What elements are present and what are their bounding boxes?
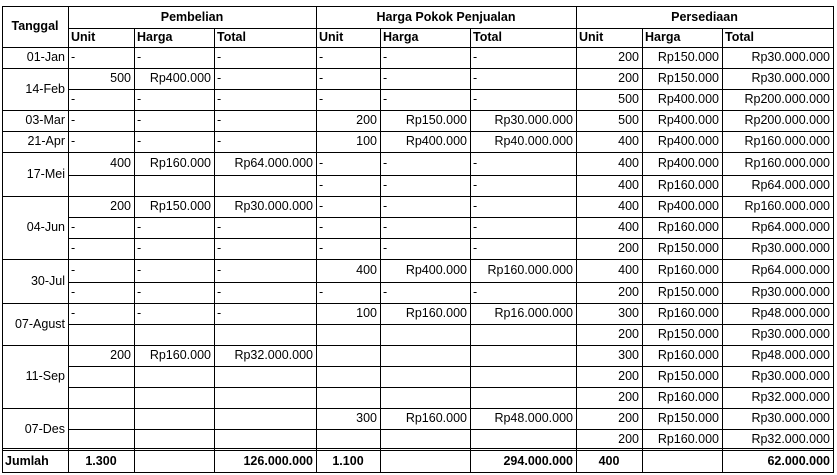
cell-pembelian-total: -: [217, 263, 222, 278]
cell-pembelian-total: Rp32.000.000: [234, 348, 313, 363]
cell-pembelian-total: [214, 175, 316, 196]
cell-pembelian-total: -: [217, 50, 222, 65]
cell-pembelian-total: [214, 366, 316, 387]
cell-persediaan-total: Rp30.000.000: [751, 50, 830, 65]
total-persediaan-harga: [642, 450, 722, 472]
cell-pembelian-harga: Rp150.000: [149, 199, 211, 214]
cell-persediaan-total: Rp48.000.000: [751, 306, 830, 321]
grid-line: [68, 238, 834, 239]
cell-hpp-unit: -: [319, 285, 324, 300]
cell-hpp-total: Rp40.000.000: [494, 134, 573, 149]
cell-persediaan-total: Rp30.000.000: [751, 327, 830, 342]
cell-hpp-unit: -: [319, 199, 324, 214]
cell-persediaan-unit: 400: [618, 263, 639, 278]
cell-persediaan-harga: Rp150.000: [657, 369, 719, 384]
cell-pembelian-harga: -: [137, 263, 142, 278]
cell-persediaan-unit: 200: [618, 71, 639, 86]
cell-pembelian-unit: -: [71, 92, 76, 107]
cell-hpp-unit: -: [319, 71, 324, 86]
cell-pembelian-total: -: [217, 71, 222, 86]
cell-persediaan-harga: Rp160.000: [657, 390, 719, 405]
date-label: 11-Sep: [25, 369, 65, 384]
cell-pembelian-harga: -: [137, 113, 142, 128]
cell-pembelian-harga: [134, 366, 214, 387]
cell-pembelian-total: -: [217, 241, 222, 256]
cell-hpp-harga: Rp150.000: [405, 113, 467, 128]
cell-hpp-harga: -: [383, 156, 388, 171]
header-total: Total: [217, 30, 246, 45]
cell-hpp-unit: [316, 429, 380, 450]
cell-persediaan-unit: 400: [618, 178, 639, 193]
cell-hpp-total: Rp160.000.000: [487, 263, 573, 278]
cell-hpp-unit: -: [319, 92, 324, 107]
grid-line: [2, 448, 834, 449]
cell-pembelian-harga: -: [137, 134, 142, 149]
cell-persediaan-harga: Rp160.000: [657, 178, 719, 193]
cell-pembelian-total: Rp30.000.000: [234, 199, 313, 214]
grid-line: [2, 450, 834, 451]
cell-persediaan-harga: Rp150.000: [657, 71, 719, 86]
cell-hpp-unit: -: [319, 50, 324, 65]
cell-persediaan-harga: Rp150.000: [657, 411, 719, 426]
cell-hpp-harga: -: [383, 241, 388, 256]
grid-line: [68, 175, 834, 176]
header-harga: Harga: [137, 30, 173, 45]
grid-line: [2, 110, 834, 111]
cell-pembelian-harga: -: [137, 220, 142, 235]
cell-persediaan-harga: Rp150.000: [657, 327, 719, 342]
cell-hpp-unit: 200: [356, 113, 377, 128]
cell-persediaan-unit: 200: [618, 327, 639, 342]
grid-line: [68, 217, 834, 218]
cell-hpp-unit: -: [319, 241, 324, 256]
date-label: 30-Jul: [30, 273, 65, 288]
cell-hpp-total: Rp48.000.000: [494, 411, 573, 426]
cell-pembelian-unit: -: [71, 285, 76, 300]
cell-pembelian-unit: [68, 429, 134, 450]
cell-pembelian-unit: -: [71, 241, 76, 256]
cell-persediaan-total: Rp160.000.000: [744, 199, 830, 214]
cell-hpp-unit: 100: [356, 306, 377, 321]
cell-hpp-harga: Rp160.000: [405, 411, 467, 426]
total-pembelian-total: 126.000.000: [243, 453, 313, 468]
cell-pembelian-harga: Rp160.000: [149, 348, 211, 363]
cell-pembelian-harga: Rp160.000: [149, 156, 211, 171]
grid-line: [722, 28, 723, 473]
cell-pembelian-total: -: [217, 220, 222, 235]
grid-line: [380, 28, 381, 473]
cell-pembelian-unit: -: [71, 134, 76, 149]
grid-line: [2, 6, 3, 473]
cell-hpp-harga: -: [383, 50, 388, 65]
cell-pembelian-harga: [134, 387, 214, 408]
cell-hpp-total: -: [473, 199, 478, 214]
cell-pembelian-harga: -: [137, 285, 142, 300]
cell-pembelian-unit: [68, 324, 134, 345]
cell-hpp-total: -: [473, 156, 478, 171]
cell-hpp-total: Rp30.000.000: [494, 113, 573, 128]
date-label: 07-Agust: [14, 316, 65, 331]
cell-hpp-unit: [316, 387, 380, 408]
cell-persediaan-unit: 200: [618, 432, 639, 447]
cell-persediaan-harga: Rp150.000: [657, 241, 719, 256]
cell-hpp-harga: [380, 324, 470, 345]
cell-hpp-harga: [380, 345, 470, 366]
grid-line: [576, 6, 577, 473]
header-unit: Unit: [319, 30, 344, 45]
cell-persediaan-unit: 200: [618, 390, 639, 405]
cell-hpp-harga: -: [383, 199, 388, 214]
cell-persediaan-total: Rp32.000.000: [751, 390, 830, 405]
cell-hpp-total: Rp16.000.000: [494, 306, 573, 321]
cell-pembelian-harga: -: [137, 50, 142, 65]
cell-hpp-harga: Rp160.000: [405, 306, 467, 321]
cell-hpp-unit: 400: [356, 263, 377, 278]
header-hpp: Harga Pokok Penjualan: [376, 9, 516, 24]
cell-pembelian-harga: [134, 324, 214, 345]
cell-pembelian-unit: [68, 175, 134, 196]
header-tanggal: Tanggal: [11, 19, 59, 34]
cell-hpp-harga: -: [383, 92, 388, 107]
cell-pembelian-unit: -: [71, 263, 76, 278]
header-harga: Harga: [383, 30, 419, 45]
cell-hpp-unit: 100: [356, 134, 377, 149]
grid-line: [2, 196, 834, 197]
cell-pembelian-unit: [68, 408, 134, 429]
cell-hpp-unit: [316, 366, 380, 387]
cell-persediaan-harga: Rp150.000: [657, 285, 719, 300]
cell-hpp-harga: [380, 429, 470, 450]
cell-persediaan-harga: Rp400.000: [657, 199, 719, 214]
grid-line: [2, 131, 834, 132]
cell-pembelian-unit: 200: [110, 199, 131, 214]
total-pembelian-unit: 1.300: [85, 453, 117, 468]
cell-persediaan-harga: Rp160.000: [657, 220, 719, 235]
cell-persediaan-total: Rp30.000.000: [751, 241, 830, 256]
cell-hpp-total: -: [473, 220, 478, 235]
cell-pembelian-total: -: [217, 92, 222, 107]
grid-line: [68, 89, 834, 90]
cell-pembelian-total: -: [217, 134, 222, 149]
cell-pembelian-total: [214, 408, 316, 429]
grid-line: [2, 345, 834, 346]
cell-persediaan-total: Rp30.000.000: [751, 411, 830, 426]
date-label: 04-Jun: [26, 220, 65, 235]
date-label: 03-Mar: [25, 113, 65, 128]
cell-persediaan-harga: Rp400.000: [657, 156, 719, 171]
cell-pembelian-unit: 400: [110, 156, 131, 171]
cell-hpp-unit: [316, 345, 380, 366]
grid-line: [2, 303, 834, 304]
cell-hpp-total: [470, 324, 576, 345]
cell-pembelian-total: [214, 387, 316, 408]
grid-line: [134, 28, 135, 473]
cell-hpp-total: [470, 345, 576, 366]
grid-line: [68, 282, 834, 283]
header-pembelian: Pembelian: [160, 9, 224, 24]
cell-hpp-unit: -: [319, 220, 324, 235]
cell-persediaan-unit: 500: [618, 113, 639, 128]
grid-line: [2, 6, 834, 7]
cell-persediaan-total: Rp32.000.000: [751, 432, 830, 447]
cell-pembelian-unit: -: [71, 306, 76, 321]
total-hpp-total: 294.000.000: [503, 453, 573, 468]
grid-line: [2, 47, 834, 48]
cell-persediaan-unit: 400: [618, 220, 639, 235]
total-persediaan-total: 62.000.000: [767, 453, 830, 468]
date-label: 14-Feb: [25, 81, 65, 96]
header-total: Total: [473, 30, 502, 45]
header-total: Total: [725, 30, 754, 45]
grid-line: [833, 6, 834, 473]
grid-line: [2, 68, 834, 69]
cell-persediaan-unit: 500: [618, 92, 639, 107]
cell-pembelian-total: -: [217, 306, 222, 321]
date-label: 07-Des: [24, 421, 65, 436]
cell-pembelian-harga: [134, 175, 214, 196]
cell-persediaan-total: Rp200.000.000: [744, 92, 830, 107]
grid-line: [68, 429, 834, 430]
cell-hpp-harga: [380, 366, 470, 387]
cell-pembelian-unit: -: [71, 113, 76, 128]
cell-persediaan-harga: Rp400.000: [657, 92, 719, 107]
grid-line: [2, 152, 834, 153]
grid-line: [68, 6, 69, 473]
cell-pembelian-total: [214, 324, 316, 345]
cell-pembelian-harga: [134, 429, 214, 450]
date-label: 17-Mei: [26, 166, 65, 181]
cell-persediaan-harga: Rp160.000: [657, 432, 719, 447]
header-harga: Harga: [645, 30, 681, 45]
cell-hpp-unit: [316, 324, 380, 345]
cell-pembelian-unit: [68, 366, 134, 387]
cell-persediaan-harga: Rp160.000: [657, 263, 719, 278]
cell-persediaan-unit: 200: [618, 285, 639, 300]
cell-persediaan-harga: Rp150.000: [657, 50, 719, 65]
cell-persediaan-harga: Rp400.000: [657, 113, 719, 128]
cell-persediaan-harga: Rp160.000: [657, 348, 719, 363]
cell-persediaan-total: Rp30.000.000: [751, 71, 830, 86]
grid-line: [68, 324, 834, 325]
total-persediaan-unit: 400: [598, 453, 620, 468]
total-label: Jumlah: [5, 453, 49, 468]
cell-persediaan-total: Rp30.000.000: [751, 369, 830, 384]
cell-pembelian-unit: 200: [110, 348, 131, 363]
cell-hpp-harga: [380, 387, 470, 408]
cell-pembelian-total: [214, 429, 316, 450]
cell-hpp-total: -: [473, 241, 478, 256]
total-hpp-unit: 1.100: [332, 453, 364, 468]
cell-persediaan-total: Rp64.000.000: [751, 263, 830, 278]
cell-hpp-total: [470, 366, 576, 387]
grid-line: [214, 28, 215, 473]
cell-pembelian-unit: -: [71, 220, 76, 235]
cell-persediaan-total: Rp160.000.000: [744, 156, 830, 171]
cell-hpp-harga: -: [383, 71, 388, 86]
cell-pembelian-total: -: [217, 285, 222, 300]
cell-persediaan-total: Rp200.000.000: [744, 113, 830, 128]
cell-hpp-total: -: [473, 50, 478, 65]
grid-line: [2, 259, 834, 260]
header-unit: Unit: [579, 30, 604, 45]
cell-persediaan-total: Rp64.000.000: [751, 220, 830, 235]
cell-persediaan-unit: 300: [618, 348, 639, 363]
cell-persediaan-unit: 200: [618, 50, 639, 65]
cell-pembelian-harga: Rp400.000: [149, 71, 211, 86]
date-label: 01-Jan: [26, 50, 65, 65]
cell-hpp-total: -: [473, 71, 478, 86]
cell-pembelian-unit: [68, 387, 134, 408]
cell-hpp-unit: -: [319, 178, 324, 193]
cell-hpp-harga: -: [383, 285, 388, 300]
cell-pembelian-total: Rp64.000.000: [234, 156, 313, 171]
cell-persediaan-total: Rp64.000.000: [751, 178, 830, 193]
cell-pembelian-harga: -: [137, 241, 142, 256]
cell-hpp-harga: -: [383, 178, 388, 193]
cell-persediaan-unit: 300: [618, 306, 639, 321]
header-unit: Unit: [71, 30, 96, 45]
total-hpp-harga: [380, 450, 470, 472]
grid-line: [470, 28, 471, 473]
cell-pembelian-unit: 500: [110, 71, 131, 86]
cell-hpp-harga: Rp400.000: [405, 263, 467, 278]
cell-hpp-total: [470, 387, 576, 408]
cell-pembelian-harga: -: [137, 92, 142, 107]
cell-pembelian-total: -: [217, 113, 222, 128]
grid-line: [642, 28, 643, 473]
cell-persediaan-unit: 400: [618, 134, 639, 149]
cell-hpp-harga: Rp400.000: [405, 134, 467, 149]
total-pembelian-harga: [134, 450, 214, 472]
cell-pembelian-harga: -: [137, 306, 142, 321]
grid-line: [68, 366, 834, 367]
cell-hpp-unit: -: [319, 156, 324, 171]
cell-persediaan-unit: 400: [618, 156, 639, 171]
cell-hpp-harga: -: [383, 220, 388, 235]
cell-persediaan-harga: Rp160.000: [657, 306, 719, 321]
cell-pembelian-unit: -: [71, 50, 76, 65]
cell-hpp-total: -: [473, 178, 478, 193]
cell-hpp-unit: 300: [356, 411, 377, 426]
cell-persediaan-unit: 400: [618, 199, 639, 214]
grid-line: [68, 387, 834, 388]
cell-persediaan-total: Rp160.000.000: [744, 134, 830, 149]
cell-hpp-total: -: [473, 285, 478, 300]
cell-pembelian-harga: [134, 408, 214, 429]
date-label: 21-Apr: [27, 134, 65, 149]
cell-persediaan-total: Rp48.000.000: [751, 348, 830, 363]
cell-persediaan-harga: Rp400.000: [657, 134, 719, 149]
cell-hpp-total: [470, 429, 576, 450]
cell-persediaan-unit: 200: [618, 411, 639, 426]
cell-persediaan-unit: 200: [618, 369, 639, 384]
cell-hpp-total: -: [473, 92, 478, 107]
header-persediaan: Persediaan: [671, 9, 738, 24]
grid-line: [2, 472, 834, 473]
cell-persediaan-total: Rp30.000.000: [751, 285, 830, 300]
grid-line: [68, 28, 834, 29]
grid-line: [2, 408, 834, 409]
cell-persediaan-unit: 200: [618, 241, 639, 256]
grid-line: [316, 6, 317, 473]
